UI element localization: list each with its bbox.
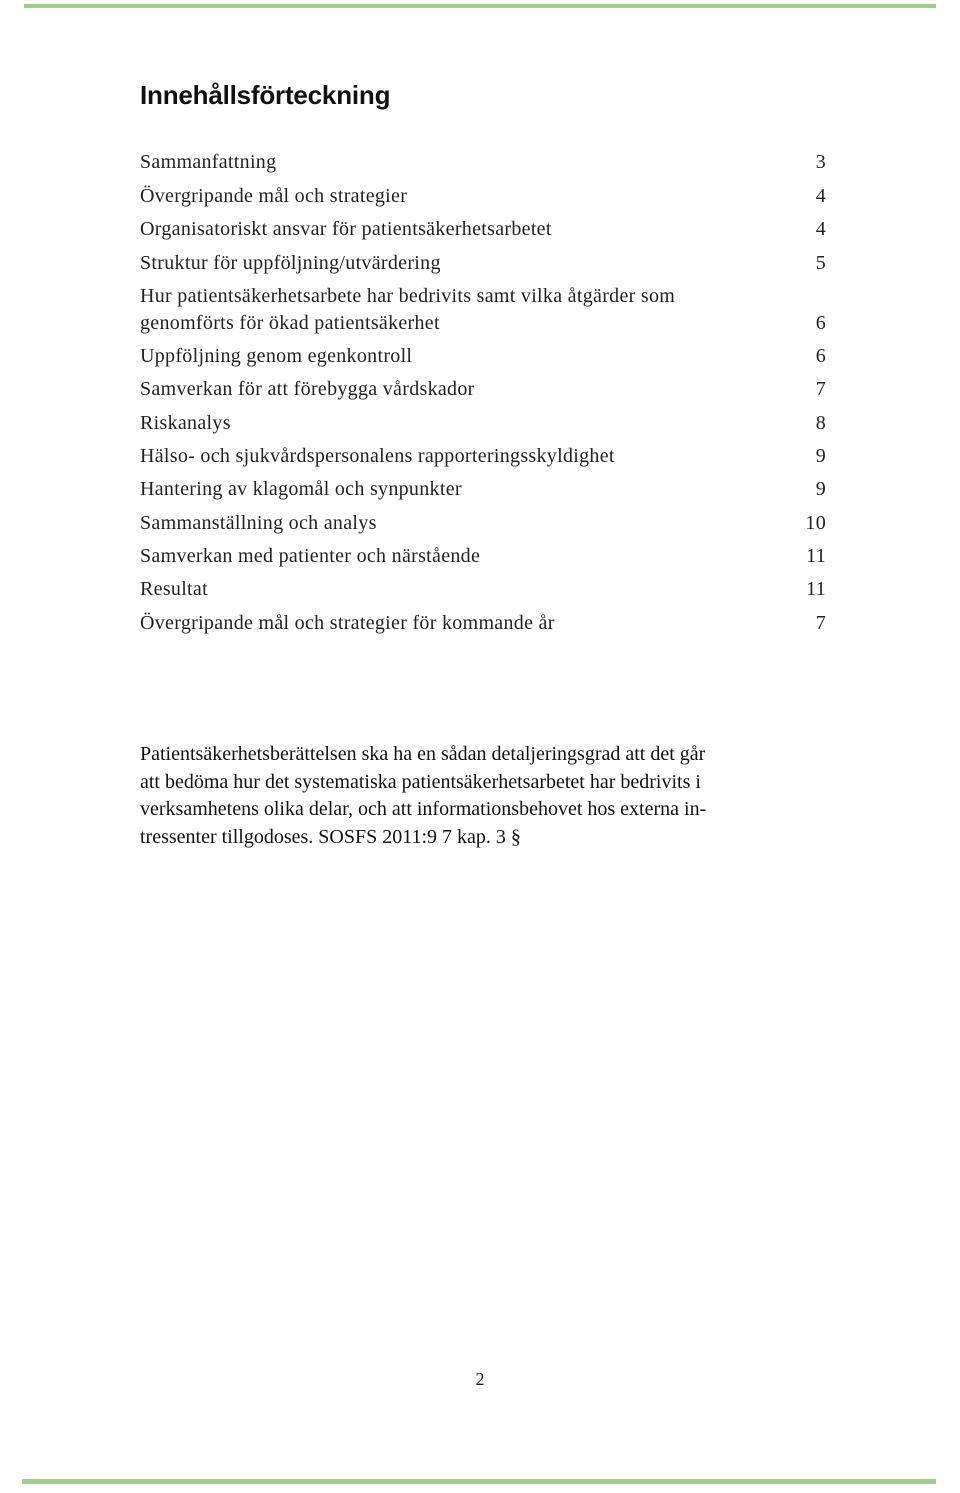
paragraph-line: verksamhetens olika delar, och att informationsbehovet hos externa in- (140, 798, 707, 820)
paragraph-line: att bedöma hur det systematiska patientsäkerhetsarbetet har bedrivits i (140, 770, 701, 793)
toc-entry-text: Övergripande mål och strategier (140, 185, 408, 207)
toc-entry-text: Samverkan för att förebygga vårdskador (140, 378, 475, 400)
toc-entry-text: Hälso- och sjukvårdspersonalens rapporteringsskyldighet (140, 445, 615, 467)
toc-entry-page: 11 (806, 545, 826, 567)
paragraph-line: tressenter tillgodoses. SOSFS 2011:9 7 kap. 3 § (140, 825, 521, 848)
toc-entry-text: Struktur för uppföljning/utvärdering (140, 252, 441, 274)
page-number: 2 (475, 1369, 485, 1389)
toc-entry-text: Riskanalys (140, 412, 231, 434)
toc-entry-text: Hur patientsäkerhetsarbete har bedrivits samt vilka åtgärder som (140, 285, 676, 307)
toc-entry-text: Sammanfattning (140, 151, 277, 173)
toc-entry-page: 4 (815, 185, 826, 207)
toc-entry-page: 3 (815, 151, 826, 173)
toc-entry-page: 7 (815, 378, 826, 400)
toc-entry-page: 11 (806, 578, 826, 600)
page-title: Innehållsförteckning (140, 80, 391, 110)
toc-entry-text: Resultat (140, 578, 208, 600)
toc-entry-page: 8 (815, 412, 826, 434)
toc-entry-text: Sammanställning och analys (140, 512, 377, 534)
toc-entry-text: genomförts för ökad patientsäkerhet (140, 312, 440, 334)
body-paragraph (140, 741, 830, 851)
footer-rule (22, 1479, 936, 1484)
toc-entry-text: Övergripande mål och strategier för kommande år (140, 612, 555, 634)
toc-entry-text: Uppföljning genom egenkontroll (140, 345, 413, 367)
toc-entry-page: 9 (815, 478, 826, 500)
toc-entry-page: 9 (815, 445, 826, 467)
toc-entry-page: 6 (815, 312, 826, 334)
toc-entry-page: 7 (815, 612, 826, 634)
toc-entry-text: Organisatoriskt ansvar för patientsäkerhetsarbetet (140, 218, 552, 240)
toc-entry-page: 10 (805, 512, 826, 534)
paragraph-line: Patientsäkerhetsberättelsen ska ha en sådan detaljeringsgrad att det går (140, 743, 706, 765)
toc-entry-page: 4 (815, 218, 826, 240)
toc-entry-text: Hantering av klagomål och synpunkter (140, 478, 462, 500)
toc-entry-page: 5 (815, 252, 826, 274)
toc-entry-page: 6 (815, 345, 826, 367)
header-rule (24, 4, 936, 8)
toc-entry-text: Samverkan med patienter och närstående (140, 545, 481, 567)
